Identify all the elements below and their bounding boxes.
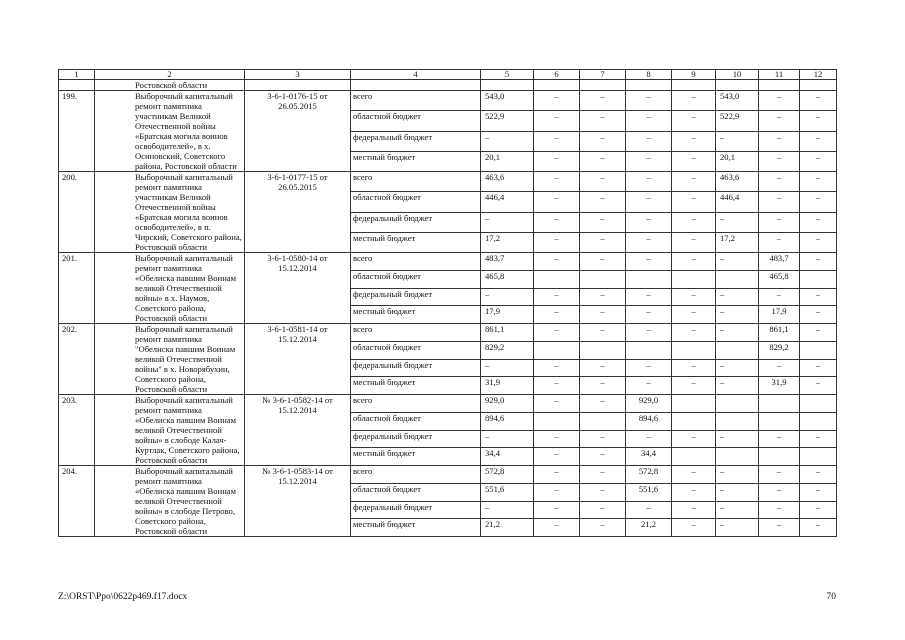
amount-cell: – — [716, 131, 759, 151]
amount-cell: – — [534, 430, 580, 448]
amount-cell: – — [626, 172, 672, 192]
amount-cell: – — [759, 232, 800, 252]
amount-cell: – — [800, 253, 837, 271]
column-header: 9 — [672, 70, 716, 80]
amount-cell: 34,4 — [626, 448, 672, 466]
amount-cell: – — [759, 359, 800, 377]
amount-cell: 483,7 — [481, 253, 534, 271]
amount-cell: 894,6 — [626, 412, 672, 430]
registration-number: 3-6-1-0581-14 от 15.12.2014 — [245, 324, 351, 395]
object-name: Выборочный капитальный ремонт памятника участникам Великой Отечественной войны «Братская могила воинов освободителей», в х. Осиновский, Советского района, Ростовской области — [95, 91, 245, 172]
amount-cell: – — [580, 448, 626, 466]
table-row — [59, 253, 837, 271]
amount-cell: – — [672, 430, 716, 448]
amount-cell: – — [534, 172, 580, 192]
table-row — [59, 324, 837, 342]
funding-source: всего — [351, 253, 481, 271]
amount-cell: – — [626, 212, 672, 232]
amount-cell: 463,6 — [716, 172, 759, 192]
amount-cell — [800, 270, 837, 288]
amount-cell: – — [800, 288, 837, 306]
amount-cell: – — [759, 111, 800, 131]
amount-cell: – — [626, 151, 672, 171]
amount-cell: – — [534, 501, 580, 519]
amount-cell: – — [759, 288, 800, 306]
amount-cell: – — [534, 131, 580, 151]
amount-cell — [672, 448, 716, 466]
amount-cell: – — [580, 253, 626, 271]
amount-cell: – — [800, 466, 837, 484]
amount-cell: – — [800, 172, 837, 192]
funding-source: всего — [351, 324, 481, 342]
amount-cell: – — [759, 519, 800, 537]
table-row — [59, 395, 837, 413]
amount-cell — [716, 412, 759, 430]
amount-cell: 551,6 — [481, 483, 534, 501]
row-number: 199. — [59, 91, 95, 172]
amount-cell — [534, 341, 580, 359]
amount-cell: – — [716, 519, 759, 537]
amount-cell — [800, 412, 837, 430]
amount-cell: 17,9 — [759, 306, 800, 324]
amount-cell: – — [759, 466, 800, 484]
amount-cell: 543,0 — [481, 91, 534, 111]
column-number-row — [59, 70, 837, 80]
amount-cell: – — [716, 306, 759, 324]
amount-cell: – — [716, 466, 759, 484]
amount-cell — [800, 341, 837, 359]
amount-cell: 861,1 — [481, 324, 534, 342]
amount-cell: – — [534, 377, 580, 395]
amount-cell: – — [800, 306, 837, 324]
amount-cell: – — [672, 483, 716, 501]
column-header: 8 — [626, 70, 672, 80]
funding-source: федеральный бюджет — [351, 430, 481, 448]
amount-cell: – — [626, 131, 672, 151]
amount-cell: 465,8 — [481, 270, 534, 288]
amount-cell: – — [672, 324, 716, 342]
row-number: 202. — [59, 324, 95, 395]
amount-cell: 463,6 — [481, 172, 534, 192]
amount-cell: – — [716, 212, 759, 232]
amount-cell — [580, 412, 626, 430]
amount-cell: – — [534, 111, 580, 131]
amount-cell: – — [534, 288, 580, 306]
amount-cell: – — [672, 519, 716, 537]
funding-source: местный бюджет — [351, 151, 481, 171]
amount-cell: – — [672, 501, 716, 519]
amount-cell: – — [534, 324, 580, 342]
amount-cell: – — [534, 306, 580, 324]
amount-cell: – — [580, 395, 626, 413]
amount-cell: – — [626, 359, 672, 377]
amount-cell: – — [800, 501, 837, 519]
column-header: 6 — [534, 70, 580, 80]
amount-cell: – — [580, 131, 626, 151]
funding-source: всего — [351, 172, 481, 192]
continuation-text: Ростовской области — [95, 80, 245, 91]
amount-cell: – — [580, 430, 626, 448]
amount-cell: – — [800, 111, 837, 131]
amount-cell: – — [580, 212, 626, 232]
amount-cell: 20,1 — [716, 151, 759, 171]
funding-source: местный бюджет — [351, 232, 481, 252]
amount-cell: – — [800, 359, 837, 377]
amount-cell: – — [800, 232, 837, 252]
amount-cell: 829,2 — [759, 341, 800, 359]
funding-source: местный бюджет — [351, 377, 481, 395]
amount-cell: 31,9 — [759, 377, 800, 395]
amount-cell — [672, 341, 716, 359]
amount-cell: 446,4 — [481, 192, 534, 212]
amount-cell: – — [534, 232, 580, 252]
amount-cell: – — [672, 466, 716, 484]
table-row — [59, 91, 837, 111]
row-number: 203. — [59, 395, 95, 466]
amount-cell: 446,4 — [716, 192, 759, 212]
amount-cell: – — [534, 253, 580, 271]
amount-cell: – — [481, 288, 534, 306]
funding-source: федеральный бюджет — [351, 359, 481, 377]
amount-cell: – — [626, 91, 672, 111]
amount-cell: 572,8 — [626, 466, 672, 484]
amount-cell — [800, 448, 837, 466]
amount-cell: – — [481, 430, 534, 448]
amount-cell: – — [534, 448, 580, 466]
amount-cell: – — [800, 212, 837, 232]
amount-cell: – — [626, 501, 672, 519]
row-number: 201. — [59, 253, 95, 324]
amount-cell — [800, 395, 837, 413]
amount-cell: – — [672, 377, 716, 395]
funding-source: федеральный бюджет — [351, 501, 481, 519]
amount-cell: 17,2 — [716, 232, 759, 252]
amount-cell — [716, 341, 759, 359]
amount-cell: – — [672, 232, 716, 252]
amount-cell: – — [800, 131, 837, 151]
column-header: 5 — [481, 70, 534, 80]
amount-cell: – — [580, 466, 626, 484]
amount-cell: – — [800, 519, 837, 537]
amount-cell: – — [672, 151, 716, 171]
funding-source: областной бюджет — [351, 412, 481, 430]
funding-source: областной бюджет — [351, 270, 481, 288]
amount-cell: – — [534, 519, 580, 537]
amount-cell: – — [672, 111, 716, 131]
amount-cell: – — [716, 253, 759, 271]
amount-cell — [580, 270, 626, 288]
amount-cell: – — [716, 288, 759, 306]
amount-cell: – — [534, 395, 580, 413]
column-header: 4 — [351, 70, 481, 80]
amount-cell — [580, 341, 626, 359]
registration-number: № 3-6-1-0582-14 от 15.12.2014 — [245, 395, 351, 466]
amount-cell: – — [800, 377, 837, 395]
amount-cell: – — [672, 91, 716, 111]
amount-cell: 483,7 — [759, 253, 800, 271]
amount-cell: – — [580, 192, 626, 212]
object-name: Выборочный капитальный ремонт памятника «Обелиска павшим Воинам великой Отечественной войны» в х. Наумов, Советского района, Ростовской области — [95, 253, 245, 324]
amount-cell: – — [534, 91, 580, 111]
amount-cell: – — [626, 377, 672, 395]
amount-cell: – — [626, 111, 672, 131]
amount-cell: 17,2 — [481, 232, 534, 252]
funding-source: местный бюджет — [351, 448, 481, 466]
amount-cell: – — [800, 324, 837, 342]
funding-source: всего — [351, 91, 481, 111]
amount-cell: – — [580, 359, 626, 377]
amount-cell — [759, 412, 800, 430]
amount-cell: – — [580, 306, 626, 324]
amount-cell: – — [759, 151, 800, 171]
amount-cell: 861,1 — [759, 324, 800, 342]
amount-cell: – — [672, 192, 716, 212]
amount-cell: – — [626, 288, 672, 306]
amount-cell: 572,8 — [481, 466, 534, 484]
amount-cell: – — [800, 430, 837, 448]
amount-cell: – — [580, 232, 626, 252]
column-header: 11 — [759, 70, 800, 80]
registration-number: 3-6-1-0177-15 от 26.05.2015 — [245, 172, 351, 253]
funding-source: областной бюджет — [351, 111, 481, 131]
amount-cell: – — [580, 519, 626, 537]
column-header: 12 — [800, 70, 837, 80]
amount-cell: – — [534, 466, 580, 484]
amount-cell: – — [580, 111, 626, 131]
amount-cell: – — [534, 359, 580, 377]
funding-source: местный бюджет — [351, 306, 481, 324]
amount-cell: – — [759, 212, 800, 232]
funding-source: всего — [351, 466, 481, 484]
funding-source: всего — [351, 395, 481, 413]
row-number: 204. — [59, 466, 95, 537]
amount-cell — [716, 395, 759, 413]
amount-cell: – — [626, 192, 672, 212]
amount-cell: – — [716, 359, 759, 377]
amount-cell: – — [716, 483, 759, 501]
amount-cell — [759, 448, 800, 466]
amount-cell: – — [481, 131, 534, 151]
column-header: 10 — [716, 70, 759, 80]
registration-number: № 3-6-1-0583-14 от 15.12.2014 — [245, 466, 351, 537]
amount-cell: 929,0 — [481, 395, 534, 413]
column-header: 7 — [580, 70, 626, 80]
amount-cell: – — [716, 324, 759, 342]
amount-cell: – — [672, 253, 716, 271]
amount-cell: 31,9 — [481, 377, 534, 395]
column-header: 2 — [95, 70, 245, 80]
amount-cell: – — [626, 232, 672, 252]
amount-cell — [716, 448, 759, 466]
amount-cell: – — [580, 501, 626, 519]
table-row — [59, 466, 837, 484]
amount-cell: – — [626, 306, 672, 324]
amount-cell: – — [580, 377, 626, 395]
amount-cell: – — [800, 151, 837, 171]
amount-cell: – — [800, 483, 837, 501]
amount-cell: – — [481, 212, 534, 232]
amount-cell: – — [534, 483, 580, 501]
amount-cell: 21,2 — [481, 519, 534, 537]
amount-cell: – — [672, 306, 716, 324]
amount-cell: – — [716, 501, 759, 519]
amount-cell: 465,8 — [759, 270, 800, 288]
amount-cell: – — [626, 253, 672, 271]
object-name: Выборочный капитальный ремонт памятника «Обелиска павшим Воинам великой Отечественной войны» в слободе Калач-Куртлак, Советского района, Ростовской области — [95, 395, 245, 466]
funding-source: областной бюджет — [351, 192, 481, 212]
amount-cell: 34,4 — [481, 448, 534, 466]
amount-cell — [716, 270, 759, 288]
amount-cell: 894,6 — [481, 412, 534, 430]
amount-cell — [672, 395, 716, 413]
row-number: 200. — [59, 172, 95, 253]
amount-cell: – — [534, 151, 580, 171]
amount-cell — [626, 341, 672, 359]
amount-cell: – — [481, 501, 534, 519]
amount-cell — [672, 270, 716, 288]
amount-cell: – — [716, 377, 759, 395]
amount-cell — [626, 270, 672, 288]
budget-table — [58, 69, 837, 537]
amount-cell: – — [580, 483, 626, 501]
amount-cell: – — [672, 288, 716, 306]
amount-cell: – — [481, 359, 534, 377]
amount-cell: 929,0 — [626, 395, 672, 413]
amount-cell: – — [580, 288, 626, 306]
amount-cell: – — [759, 430, 800, 448]
object-name: Выборочный капитальный ремонт памятника участникам Великой Отечественной войны «Братская могила воинов освободителей», в п. Чирский, Советского района, Ростовской области — [95, 172, 245, 253]
funding-source: федеральный бюджет — [351, 212, 481, 232]
table-row — [59, 172, 837, 192]
amount-cell — [759, 395, 800, 413]
funding-source: областной бюджет — [351, 341, 481, 359]
amount-cell: 829,2 — [481, 341, 534, 359]
amount-cell: – — [800, 91, 837, 111]
amount-cell: 20,1 — [481, 151, 534, 171]
amount-cell: 543,0 — [716, 91, 759, 111]
object-name: Выборочный капитальный ремонт памятника «Обелиска павшим Воинам великой Отечественной войны» в слободе Петрово, Советского района, Ростовской области — [95, 466, 245, 537]
funding-source: федеральный бюджет — [351, 131, 481, 151]
amount-cell: – — [580, 151, 626, 171]
amount-cell: – — [672, 212, 716, 232]
amount-cell: – — [759, 192, 800, 212]
amount-cell: – — [759, 483, 800, 501]
amount-cell: 522,9 — [716, 111, 759, 131]
object-name: Выборочный капитальный ремонт памятника "Обелиска павшим Воинам великой Отечественной войны" в х. Новорябухин, Советского района, Ростовской области — [95, 324, 245, 395]
registration-number: 3-6-1-0580-14 от 15.12.2014 — [245, 253, 351, 324]
amount-cell: – — [759, 501, 800, 519]
amount-cell: 17,9 — [481, 306, 534, 324]
amount-cell: – — [672, 172, 716, 192]
column-header: 1 — [59, 70, 95, 80]
amount-cell — [534, 412, 580, 430]
amount-cell: 522,9 — [481, 111, 534, 131]
amount-cell: – — [800, 192, 837, 212]
amount-cell: – — [759, 131, 800, 151]
amount-cell: – — [580, 324, 626, 342]
amount-cell: – — [716, 430, 759, 448]
amount-cell: – — [759, 91, 800, 111]
amount-cell: – — [534, 212, 580, 232]
footer-file-path: Z:\ORST\Ppo\0622p469.f17.docx — [58, 592, 188, 602]
registration-number: 3-6-1-0176-15 от 26.05.2015 — [245, 91, 351, 172]
funding-source: федеральный бюджет — [351, 288, 481, 306]
amount-cell: – — [580, 91, 626, 111]
funding-source: областной бюджет — [351, 483, 481, 501]
amount-cell: – — [672, 131, 716, 151]
amount-cell: – — [672, 359, 716, 377]
amount-cell: 551,6 — [626, 483, 672, 501]
continuation-row — [59, 80, 837, 91]
page-number: 70 — [826, 592, 836, 602]
amount-cell: 21,2 — [626, 519, 672, 537]
amount-cell: – — [626, 324, 672, 342]
amount-cell: – — [580, 172, 626, 192]
amount-cell — [534, 270, 580, 288]
amount-cell — [672, 412, 716, 430]
amount-cell: – — [626, 430, 672, 448]
amount-cell: – — [534, 192, 580, 212]
amount-cell: – — [759, 172, 800, 192]
column-header: 3 — [245, 70, 351, 80]
funding-source: местный бюджет — [351, 519, 481, 537]
